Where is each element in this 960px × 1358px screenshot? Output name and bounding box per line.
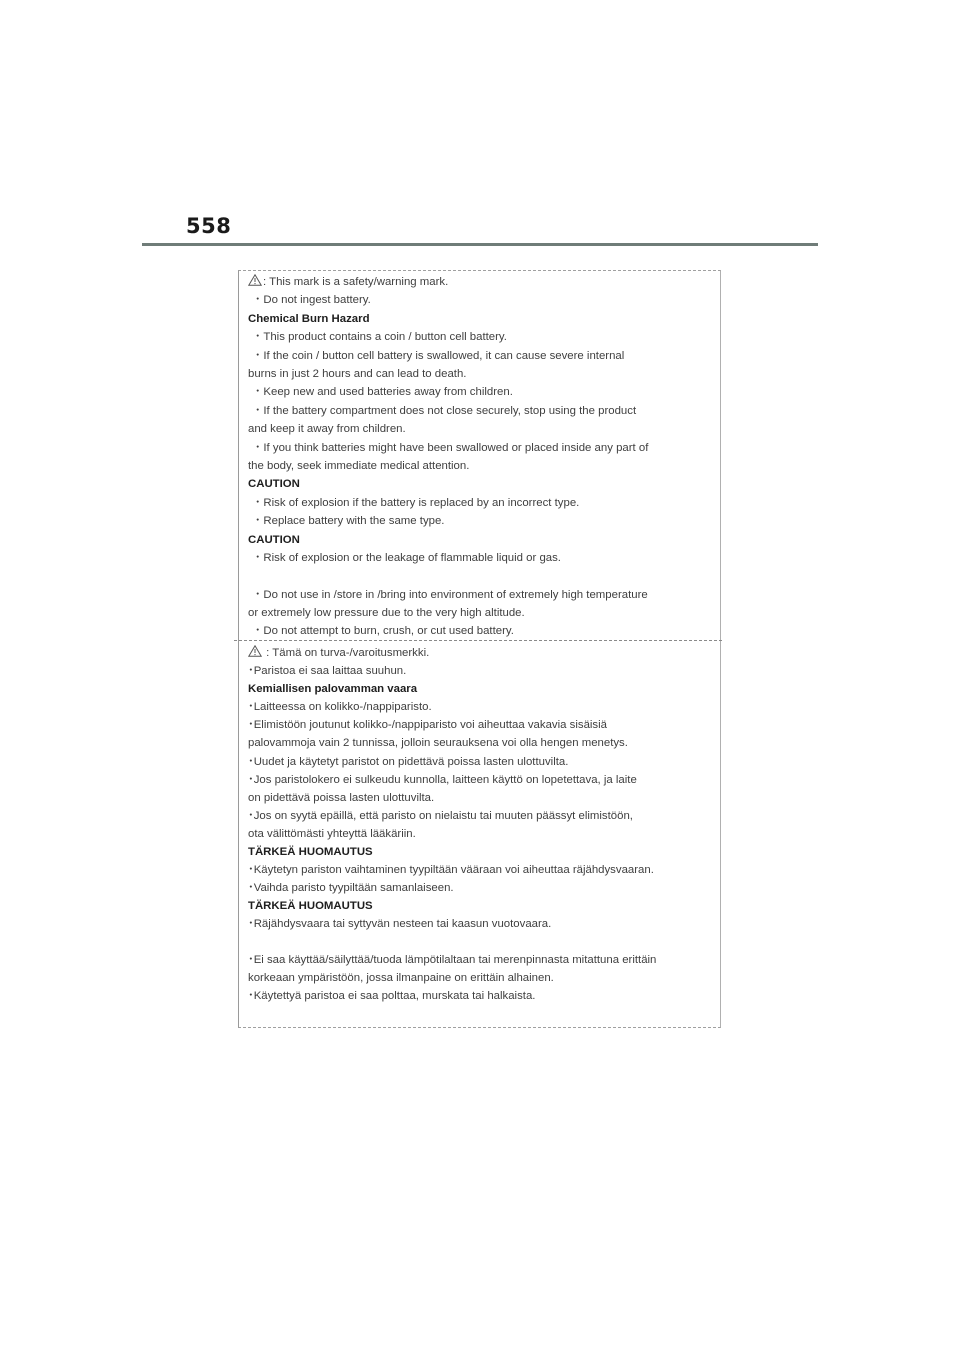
caution-line: ・Replace battery with the same type. [252,515,445,528]
safety-mark-text: : This mark is a safety/warning mark. [263,276,449,288]
caution-heading: TÄRKEÄ HUOMAUTUS [248,846,373,859]
warning-line: ･Uudet ja käytetyt paristot on pidettävä poissa lasten ulottuvilta. [248,755,569,768]
warning-line: burns in just 2 hours and can lead to death. [248,368,467,381]
warning-triangle-icon [248,645,262,657]
warning-line: and keep it away from children. [248,423,406,436]
chemical-burn-heading: Kemiallisen palovamman vaara [248,683,418,696]
warning-line: ・This product contains a coin / button cell battery. [252,331,507,344]
caution-line: ･Käytetyn pariston vaihtaminen tyypiltään vääraan voi aiheuttaa räjähdysvaaran. [248,864,654,877]
caution-line: ・Risk of explosion or the leakage of flammable liquid or gas. [252,552,561,565]
safety-mark-line [248,644,720,662]
caution-heading: CAUTION [248,478,300,491]
caution-line: ・Do not use in /store in /bring into environment of extremely high temperature [252,588,648,601]
do-not-ingest-text: ・Do not ingest battery. [252,294,371,307]
caution-line: ･Ei saa käyttää/säilyttää/tuoda lämpötilaltaan tai merenpinnasta mitattuna erittäin [248,953,657,966]
header-rule [142,243,818,246]
caution-line: ･Räjähdysvaara tai syttyvän nesteen tai kaasun vuotovaara. [248,918,552,931]
safety-mark-text: : Tämä on turva-/varoitusmerkki. [263,647,430,659]
chemical-burn-heading: Chemical Burn Hazard [248,312,370,325]
warning-line: palovammoja vain 2 tunnissa, jolloin seurauksena voi olla hengen menetys. [248,737,628,750]
safety-mark-line [248,273,720,291]
do-not-ingest-text: ･Paristoa ei saa laittaa suuhun. [248,665,407,678]
caution-heading: CAUTION [248,533,300,546]
finnish-warning-section [248,644,720,1005]
spacer [248,568,720,586]
caution-line: or extremely low pressure due to the very high altitude. [248,606,525,619]
warning-triangle-icon [248,274,262,286]
warning-line: on pidettävä poissa lasten ulottuvilta. [248,791,435,804]
caution-line: ・Do not attempt to burn, crush, or cut used battery. [252,625,514,638]
caution-heading: TÄRKEÄ HUOMAUTUS [248,900,373,913]
warning-line: ・If the battery compartment does not close securely, stop using the product [252,404,637,417]
caution-line: ･Käytettyä paristoa ei saa polttaa, murskata tai halkaista. [248,989,536,1002]
caution-line: ･Vaihda paristo tyypiltään samanlaiseen. [248,882,454,895]
warning-line: ･Jos on syytä epäillä, että paristo on nielaistu tai muuten päässyt elimistöön, [248,809,633,822]
english-warning-section [248,273,720,641]
warning-line: ・If you think batteries might have been swallowed or placed inside any part of [252,441,649,454]
warning-line: ･Jos paristolokero ei sulkeudu kunnolla, laitteen käyttö on lopetettava, ja laite [248,773,637,786]
warning-line: ・If the coin / button cell battery is swallowed, it can cause severe internal [252,349,625,362]
warning-line: ･Elimistöön joutunut kolikko-/nappiparisto voi aiheuttaa vakavia sisäisiä [248,719,607,732]
warning-line: ・Keep new and used batteries away from children. [252,386,513,399]
warning-line: ･Laitteessa on kolikko-/nappiparisto. [248,701,432,714]
warning-line: the body, seek immediate medical attention. [248,460,470,473]
page-number: 558 [186,214,232,238]
caution-line: ・Risk of explosion if the battery is replaced by an incorrect type. [252,496,580,509]
caution-line: korkeaan ympäristöön, jossa ilmanpaine on erittäin alhainen. [248,971,554,984]
spacer [248,934,720,951]
warning-line: ota välittömästi yhteyttä lääkäriin. [248,827,416,840]
